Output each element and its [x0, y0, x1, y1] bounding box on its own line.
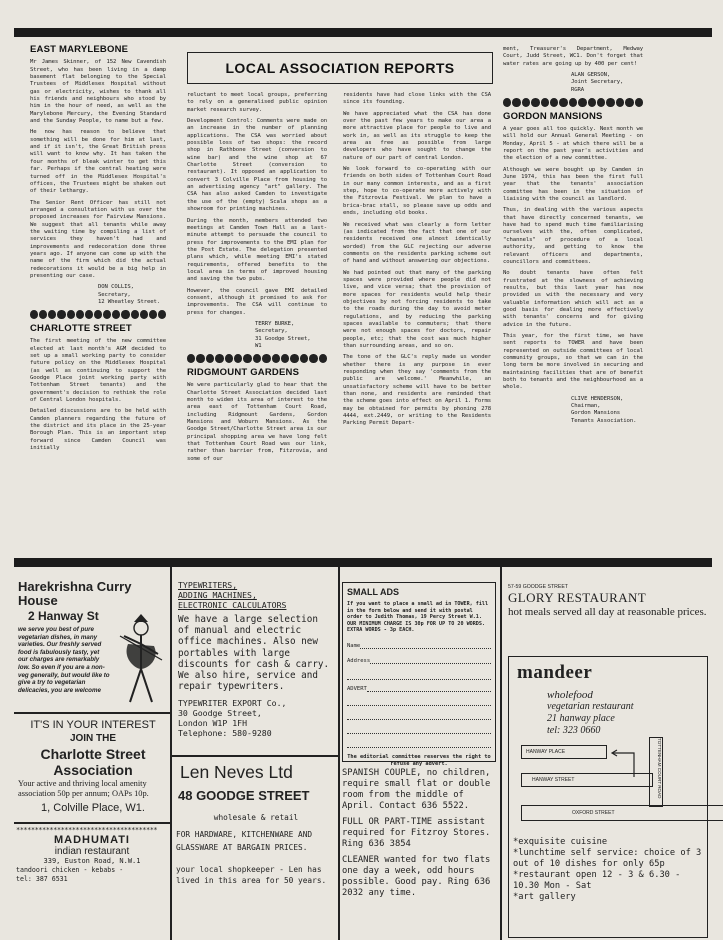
divider-dot — [48, 310, 56, 319]
madhumati-ad — [16, 826, 168, 938]
divider-dot — [550, 98, 558, 107]
csa-membership-ad — [18, 718, 168, 820]
address-line[interactable] — [347, 668, 491, 680]
madhumati-subtitle: indian restaurant — [54, 846, 130, 857]
name-field[interactable] — [347, 643, 491, 649]
ridgmount-paragraph: residents have had close links with the CSA since its founding. — [343, 92, 491, 106]
divider-dot — [272, 354, 280, 363]
gordon-mansions-signature: CLIVE HENDERSON, Chairman, Gordon Mansions Tenants Association. — [571, 395, 637, 424]
len-neves-ad — [176, 762, 336, 938]
ridgmount-paragraph: We received what was clearly a form letter (as indicated from the fact that one of our residents received one almost identically worded) from the GLC rejecting our adverse comments on the residents parking scheme out of hand and without answering our objections. — [343, 221, 491, 265]
east-marylebone-paragraph: The Senior Rent Officer has still not arranged a consultation with us over the proposed increases for Fairview Mansions. We suggest that all tenants while away the waiting time by compiling a list of services they haven't had and improvements and redecoration done three years ago. If anyone can come up with the name of the firm which did the actual redecorations it would be a big help in presenting our case. — [30, 199, 166, 279]
divider-dot — [309, 354, 317, 363]
divider-dot — [85, 310, 93, 319]
divider-dot — [67, 310, 75, 319]
advert-label: ADVERT — [347, 685, 367, 692]
harekrishna-title: Harekrishna Curry — [18, 579, 132, 594]
divider-dot — [635, 98, 643, 107]
small-ads-title: SMALL ADS — [347, 587, 400, 597]
typewriter-phone: Telephone: 580-9280 — [178, 728, 272, 739]
csa-ad-title: Association — [53, 762, 133, 778]
krishna-illustration-icon — [114, 614, 168, 706]
gordon-mansions-paragraph: Although we were bought up by Camden in June 1974, this has been the first full year that the tenants' association committee has been in the situation of liaising with the council as landlord. — [503, 166, 643, 203]
classified-ad: FULL OR PART-TIME assistant required for Fitzroy Stores. Ring 636 3854 — [342, 817, 491, 849]
ad-divider — [170, 755, 338, 757]
divider-dot — [262, 354, 270, 363]
typewriter-body: We have a large selection of manual and electric office machines. Also new portables with large discounts for cash & carry. We also hire, service and repair typewriters. — [178, 614, 330, 693]
len-neves-line: your local shopkeeper - Len has lived in this area for 50 years. — [176, 865, 327, 885]
section-banner: LOCAL ASSOCIATION REPORTS — [187, 52, 493, 84]
mandeer-tel: tel: 323 0660 — [547, 725, 601, 736]
typewriter-company: TYPEWRITER EXPORT Co., — [178, 698, 287, 709]
star-border: ************************************** — [16, 826, 158, 834]
harekrishna-body: we serve you best of pure vegetarian dishes, in many varieties. Our freshly served food is fabulously tasty, yet our charges are remarkably low. So even if you are a non-veg generally, but would like to give a try to vegetarian delicacies, you are welcome — [18, 626, 110, 694]
divider-dot — [503, 98, 511, 107]
mandeer-tagline: wholefood — [547, 689, 593, 701]
divider-dot — [215, 354, 223, 363]
glory-slogan: hot meals served all day at reasonable prices. — [508, 606, 707, 618]
mandeer-feature: *restaurant open 12 - 3 & 6.30 - 10.30 Mon - Sat — [513, 870, 681, 891]
harekrishna-address: 2 Hanway St — [28, 609, 99, 623]
typewriter-ad — [178, 580, 334, 752]
divider-dot — [206, 354, 214, 363]
divider-dot — [606, 98, 614, 107]
small-ads-footer: The editorial committee reserves the right to refuse any advert. — [347, 753, 491, 767]
small-ads-body: If you want to place a small ad in TOWER, fill in the form below and send it with postal order to Judith Thomas, 19 Percy Street W.1. OUR MINIMUM CHARGE IS 30p FOR UP TO 20 WORDS. EXTRA WORDS - 3p EACH. — [347, 601, 489, 634]
madhumati-name: MADHUMATI — [53, 834, 130, 846]
divider-dot — [319, 354, 327, 363]
divider-dot — [149, 310, 157, 319]
column-2 — [187, 92, 327, 467]
ad-divider — [500, 567, 502, 940]
charlotte-street-paragraph: Detailed discussions are to be held with Camden planners regarding the future of the district and its place in the 25-year Borough Plan. This is an important step forward since Camden Council was initially — [30, 408, 166, 452]
csa-paragraph: Development Control: Comments were made on an increase in the number of planning applications. The CSA was worried about possible loss of two shops: the record shop in Rathbone Street (conversion to wine bar) and the wine shop at 67 Charlotte Street (conversion to restaurant). It opposed an application to convert 3 Colville Place from housing to an advertising agency "art" gallery. The CSA has also asked Camden to investigate the use of the (empty) Scala shops as a showroom for printing machines. — [187, 118, 327, 213]
typewriter-city: London W1P 1FH — [178, 718, 248, 729]
classified-ad: SPANISH COUPLE, no children, require small flat or double room from the middle of April. Contact 636 5522. — [342, 768, 491, 811]
typewriter-heading: ADDING MACHINES, — [178, 590, 257, 600]
mandeer-tagline: vegetarian restaurant — [547, 701, 634, 712]
csa-signature: TERRY BURKE, Secretary, 31 Goodge Street, W1 — [255, 320, 311, 349]
divider-dot — [522, 98, 530, 107]
small-ads-form — [342, 582, 496, 767]
advert-line[interactable] — [347, 722, 491, 734]
harekrishna-ad — [18, 580, 168, 710]
ad-divider — [338, 567, 340, 940]
glory-name: GLORY RESTAURANT — [508, 590, 647, 605]
charlotte-street-heading: CHARLOTTE STREET — [30, 322, 132, 334]
mandeer-logo-block — [517, 663, 657, 737]
location-map — [509, 739, 706, 831]
divider-dot — [131, 310, 139, 319]
csa-ad-address: 1, Colville Place, W1. — [41, 802, 145, 814]
madhumati-menu: tandoori chicken - kebabs - — [16, 866, 124, 874]
len-neves-address: 48 GOODGE STREET — [178, 788, 310, 803]
gordon-mansions-paragraph: Thus, in dealing with the various aspects that have directly concerned tenants, we have had to spend much time familiarising ourselves with the, often complicated, "channels" of procedure of a local authority, and getting to know the relevant officers and departments, councillors and committees. — [503, 207, 643, 265]
csa-paragraph: During the month, members attended two meetings at Camden Town Hall as a last-minute attempt to persuade the council to press for improvements to the EMI plan for the Post Estate. The delegation presented plans which, while meeting EMI's stated requirements, offered benefits to the local area in terms of improved housing and saving the two pubs. — [187, 217, 327, 283]
east-marylebone-heading: EAST MARYLEBONE — [30, 44, 129, 55]
ridgmount-signature: ALAN GERSON, Joint Secretary, RGRA — [571, 72, 624, 93]
glory-address: 57-59 GOODGE STREET — [508, 584, 568, 590]
mandeer-feature: *lunchtime self service: choice of 3 out of 10 dishes for only 65p — [513, 848, 702, 869]
advert-line[interactable] — [347, 736, 491, 748]
divider-dot — [569, 98, 577, 107]
csa-ad-body: Your active and thriving local amenity association 50p per annum; OAPs 10p. — [18, 779, 149, 798]
ridgmount-heading: RIDGMOUNT GARDENS — [187, 366, 300, 378]
ad-divider — [14, 712, 170, 714]
csa-paragraph: However, the council gave EMI detailed consent, although it promised to ask for improvements. The CSA will continue to press for changes. — [187, 287, 327, 316]
divider-dot — [616, 98, 624, 107]
divider-dot — [512, 98, 520, 107]
ads-rule — [14, 558, 712, 567]
ridgmount-paragraph: We have appreciated what the CSA has done over the past few years to make our area a more attractive place for people to live and work in, as well as its struggle to keep the area as free as possible from large developers who have sought to change the nature of our part of central London. — [343, 110, 491, 161]
charlotte-street-paragraph: The first meeting of the new committee elected at last month's AGM decided to set up a small working party to consider future policy on the Middlesex Hospital (as well as continuing to support the Goodge Place joint working party with Tottenham Street tenants) and the government's decision to rethink the role of Central London hospitals. — [30, 338, 166, 404]
divider-dot — [541, 98, 549, 107]
classifieds — [342, 768, 498, 938]
gordon-mansions-heading: GORDON MANSIONS — [503, 110, 603, 122]
map-arrow-icon — [609, 749, 639, 779]
mandeer-name: mandeer — [517, 662, 593, 683]
classified-ad: CLEANER wanted for two flats one day a week, odd hours possible. Good pay. Ring 636 2032 any time. — [342, 855, 491, 898]
harekrishna-title: House — [18, 593, 58, 608]
address-field[interactable] — [347, 658, 491, 664]
dot-divider — [30, 310, 166, 319]
csa-ad-line: IT'S IN YOUR INTEREST — [30, 719, 156, 731]
mandeer-ad — [508, 656, 708, 938]
divider-dot — [112, 310, 120, 319]
divider-dot — [253, 354, 261, 363]
glory-restaurant-ad — [508, 584, 710, 644]
column-4 — [503, 46, 643, 429]
divider-dot — [281, 354, 289, 363]
csa-ad-title: Charlotte Street — [40, 746, 146, 762]
divider-dot — [625, 98, 633, 107]
map-hanway-street: HANWAY STREET — [521, 773, 653, 787]
divider-dot — [597, 98, 605, 107]
madhumati-address: 339, Euston Road, N.W.1 — [43, 857, 141, 865]
ad-divider — [14, 822, 170, 824]
typewriter-heading: ELECTRONIC CALCULATORS — [178, 600, 287, 610]
name-label: Name — [347, 642, 361, 649]
ridgmount-paragraph: We had pointed out that many of the parking spaces were provided where people did not live, and vice versa; that the provision of more spaces for residents would help their objectives by not forcing residents to take to the roads during the day to avoid meter regulations, and by reducing the parking spaces available to commuters; that there were not enough spaces for doctors, repair people, etc; that the cost was much higher than surrounding areas, and so on. — [343, 269, 491, 349]
dot-divider — [187, 354, 327, 363]
divider-dot — [76, 310, 84, 319]
column-1 — [30, 46, 166, 456]
dot-divider — [503, 98, 643, 107]
mandeer-features — [513, 837, 705, 903]
map-tottenham-court-road: TOTTENHAM COURT ROAD — [649, 737, 663, 807]
east-marylebone-signature: DON COLLIS, Secretary, 12 Wheatley Street. — [98, 284, 161, 305]
advert-line[interactable] — [347, 694, 491, 706]
divider-dot — [578, 98, 586, 107]
ad-divider — [170, 567, 172, 940]
divider-dot — [559, 98, 567, 107]
divider-dot — [140, 310, 148, 319]
advert-field[interactable] — [347, 686, 491, 692]
gordon-mansions-paragraph: A year goes all too quickly. Next month we will hold our Annual General Meeting - on Monday, April 5 - at which there will be a report on the past year's activities and the election of a new committee. — [503, 126, 643, 162]
ridgmount-paragraph: The tone of the GLC's reply made us wonder whether there is any purpose in ever responding when they say 'comments from the public are welcome.' Meanwhile, an unsatisfactory scheme will have to be better than none, and residents are reminded that the scheme goes into effect on April 1. Forms may be obtained for permits by phoning 278 4444, ext.2449, or writing to the Residents Parking Permit Depart- — [343, 354, 491, 427]
divider-dot — [30, 310, 38, 319]
divider-dot — [234, 354, 242, 363]
ridgmount-paragraph: We were particularly glad to hear that the Charlotte Street Association decided last month to widen its area of interest to the area east of Tottenham Court Road, including Ridgmount Gardens, Gordon Mansions and Woburn Mansions. As the Goodge Street/Charlotte Street area is our principal shopping area we have long felt that Tottenham Court Road was our link, rather than barrier from, Fitzrovia, and some of our — [187, 382, 327, 462]
map-oxford-street: OXFORD STREET — [521, 805, 723, 821]
divider-dot — [243, 354, 251, 363]
typewriter-street: 30 Goodge Street, — [178, 708, 262, 719]
ridgmount-paragraph: We look forward to co-operating with our friends on both sides of Tottenham Court Road in our many common interests, and as a first step, hope to co-operate more actively with the Fitzrovia Festival. We plan to have a brica-brac stall, so please save up odds and ends, including old books. — [343, 166, 491, 217]
mandeer-address: 21 hanway place — [547, 713, 615, 724]
divider-dot — [158, 310, 166, 319]
divider-dot — [121, 310, 129, 319]
typewriter-heading: TYPEWRITERS, — [178, 580, 238, 590]
divider-dot — [187, 354, 195, 363]
address-label: Address — [347, 657, 371, 664]
divider-dot — [531, 98, 539, 107]
divider-dot — [196, 354, 204, 363]
len-neves-name: Len Neves Ltd — [180, 762, 293, 782]
gordon-mansions-paragraph: No doubt tenants have often felt frustrated at the slowness of achieving results, but this last year has now provided us with the necessary and very valuable information which will act as a good basis for dealing more effectively with tenants' concerns and for giving advice in the future. — [503, 270, 643, 328]
advert-line[interactable] — [347, 708, 491, 720]
ridgmount-paragraph: ment, Treasurer's Department, Medway Court, Judd Street, WC1. Don't forget that water rates are going up by 400 per cent! — [503, 46, 643, 67]
top-rule — [14, 28, 712, 37]
len-neves-line: wholesale & retail — [213, 813, 299, 822]
divider-dot — [94, 310, 102, 319]
divider-dot — [300, 354, 308, 363]
mandeer-feature: *exquisite cuisine — [513, 837, 608, 847]
map-hanway-place: HANWAY PLACE — [521, 745, 607, 759]
east-marylebone-paragraph: He now has reason to believe that something will be done for him at last, and if it isn't, the Great British press will want to know why. It has taken the four months of bleak winter to get this far. Perhaps if the central heating were turned off in the Middlesex Hospital's offices, the Trustees might be shaken out of their lethargy. — [30, 129, 166, 195]
gordon-mansions-paragraph: This year, for the first time, we have sent reports to TOWER and have been represented on outside committees of local community groups, so that we can in the long term be more involved in securing and maintaining facilities that are of benefit both to tenants and the neighbourhood as a whole. — [503, 332, 643, 391]
divider-dot — [588, 98, 596, 107]
madhumati-tel: tel: 387 6531 — [16, 875, 68, 883]
east-marylebone-paragraph: Mr James Skinner, of 152 New Cavendish Street, who has been living in a damp basement flat belonging to the Special Trustees of Middlesex Hospital without gas or electricity, wishes to thank all his friends and neighbours who stood by him in the hour of need, as well as the Marylebone Mercury, the Evening Standard and the Sunday People, to name but a few. — [30, 59, 166, 125]
mandeer-feature: *art gallery — [513, 892, 576, 902]
divider-dot — [103, 310, 111, 319]
divider-dot — [290, 354, 298, 363]
csa-ad-line: JOIN THE — [69, 733, 117, 744]
len-neves-line: FOR HARDWARE, KITCHENWARE AND GLASSWARE AT BARGAIN PRICES. — [176, 830, 313, 852]
divider-dot — [57, 310, 65, 319]
column-3 — [343, 92, 491, 432]
csa-paragraph: reluctant to meet local groups, preferring to rely on a generalised public opinion market research survey. — [187, 92, 327, 113]
divider-dot — [39, 310, 47, 319]
divider-dot — [225, 354, 233, 363]
